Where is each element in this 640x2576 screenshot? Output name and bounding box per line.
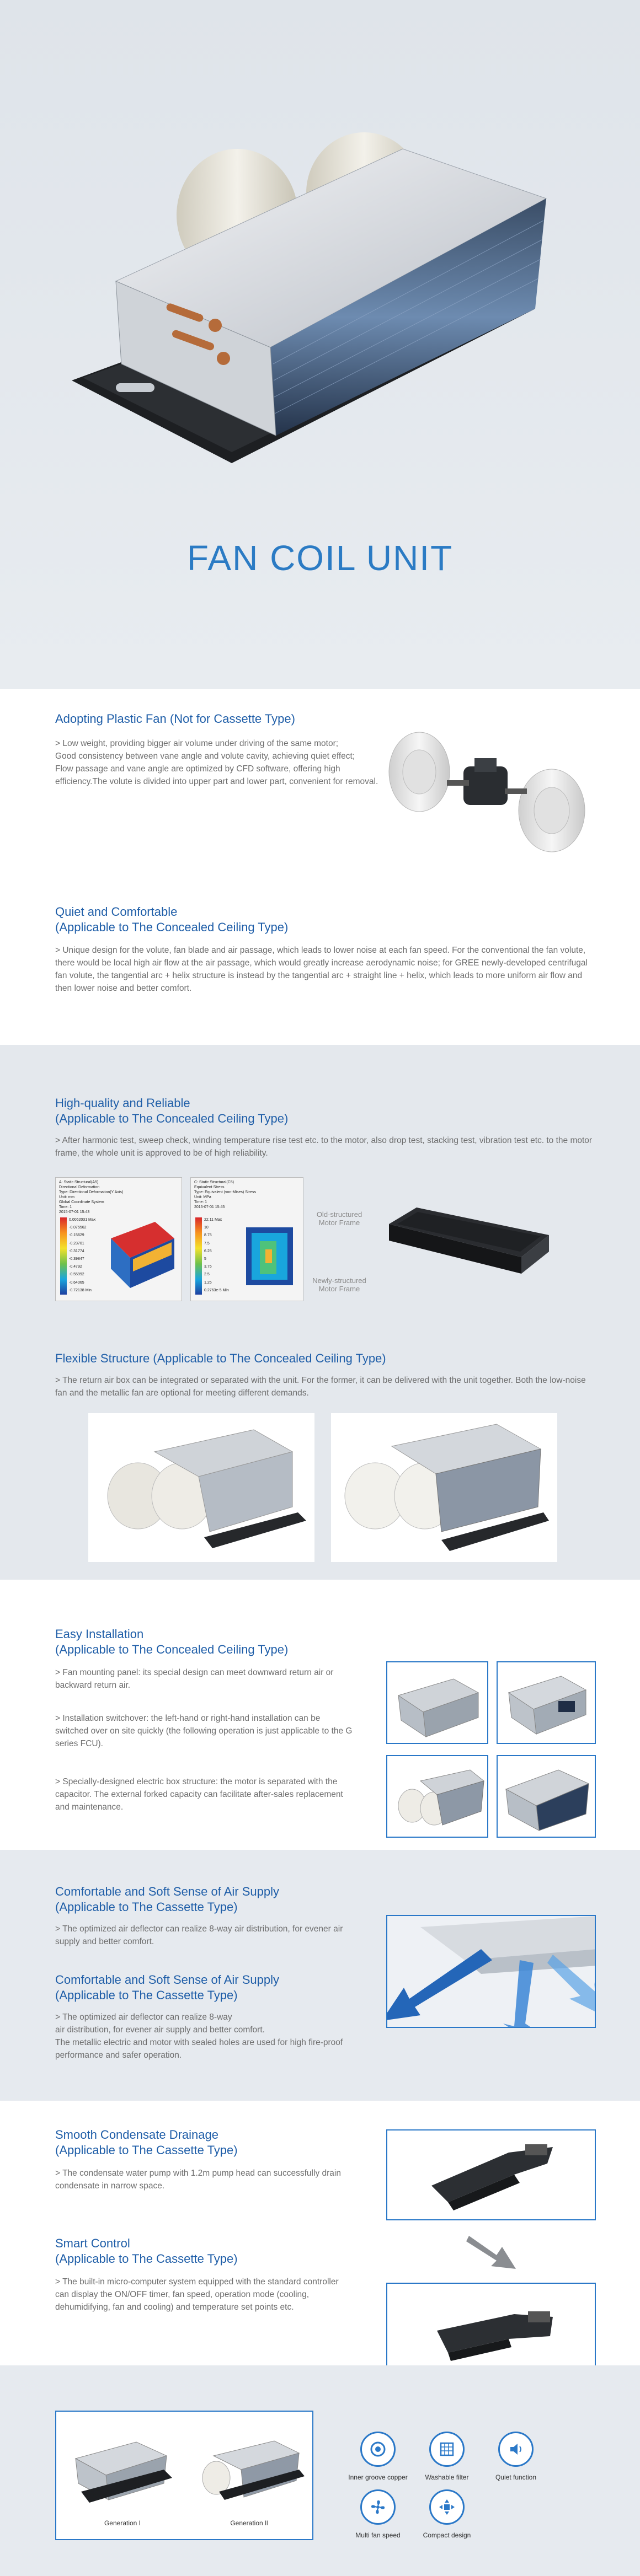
install-title-2: (Applicable to The Concealed Ceiling Type) bbox=[55, 1643, 289, 1656]
separated-unit-illustration bbox=[331, 1413, 557, 1562]
copper-tube-icon bbox=[360, 2432, 396, 2467]
install-photo-3 bbox=[386, 1755, 488, 1838]
fan-coil-unit-illustration bbox=[50, 127, 574, 469]
generations-card bbox=[55, 2411, 313, 2540]
air-flow-illustration bbox=[387, 1916, 596, 2028]
simulation-a-header: A: Static Structural(A5) Directional Deformation Type: Directional Deformation(Y Axis) Unit: mm Global Coordinate System Time: 1 2015-07-01 15:43 bbox=[59, 1180, 124, 1214]
air2-title-2: (Applicable to The Cassette Type) bbox=[55, 1988, 238, 2002]
fcu-photo-illustration bbox=[498, 1756, 596, 1838]
compact-icon bbox=[429, 2489, 465, 2525]
plastic-fan-title: Adopting Plastic Fan (Not for Cassette Type) bbox=[55, 712, 295, 726]
air1-title-1: Comfortable and Soft Sense of Air Supply bbox=[55, 1885, 280, 1898]
quality-body: > After harmonic test, sweep check, winding temperature rise test etc. to the motor, also drop test, stacking test, vibration test etc. to the motor frame, the whole unit is approved to be of high reliability. bbox=[55, 1136, 593, 1158]
install-p1: > Fan mounting panel: its special design can meet downward return air or backward return air. bbox=[55, 1668, 334, 1690]
scale-value: -0.31774 bbox=[69, 1249, 84, 1253]
simulation-a-values bbox=[69, 1216, 95, 1295]
scale-value: 0.2763e-5 Min bbox=[204, 1288, 229, 1292]
quiet-title-2: (Applicable to The Concealed Ceiling Type) bbox=[55, 920, 289, 934]
scale-value: 10 bbox=[204, 1226, 209, 1230]
scale-value: 22.11 Max bbox=[204, 1218, 222, 1222]
fan-speed-icon bbox=[360, 2489, 396, 2525]
drain-body: > The condensate water pump with 1.2m pump head can successfully drain condensate in narrow space. bbox=[55, 2169, 341, 2191]
scale-value: 8.75 bbox=[204, 1233, 212, 1238]
scale-value: -0.15629 bbox=[69, 1233, 84, 1238]
scale-value: -0.72138 Min bbox=[69, 1288, 92, 1292]
control-body: > The built-in micro-computer system equipped with the standard controller can display the ON/OFF timer, fan speed, operation mode (cooling, dehumidifying, fan and cooling) and temperature set points etc. bbox=[55, 2277, 339, 2312]
install-photo-1 bbox=[386, 1661, 488, 1744]
scale-value: -0.4792 bbox=[69, 1265, 82, 1269]
feature-label: Inner groove copper bbox=[348, 2473, 408, 2481]
plastic-fan-illustration bbox=[381, 728, 596, 855]
feature-label: Quiet function bbox=[495, 2473, 537, 2481]
air-deflector-image bbox=[386, 1915, 596, 2028]
pump-image-1 bbox=[386, 2129, 596, 2220]
generation-2-label: Generation II bbox=[230, 2519, 269, 2527]
feature-quiet-function bbox=[483, 2432, 549, 2481]
scale-value: 6.25 bbox=[204, 1249, 212, 1253]
scale-value: 1.25 bbox=[204, 1280, 212, 1285]
hero-title: FAN COIL UNIT bbox=[186, 538, 454, 578]
install-photo-4 bbox=[497, 1755, 596, 1838]
scale-value: -0.39847 bbox=[69, 1257, 84, 1262]
feature-multi-fan-speed bbox=[345, 2489, 411, 2539]
air2-title-1: Comfortable and Soft Sense of Air Supply bbox=[55, 1973, 280, 1987]
pump-illustration bbox=[387, 2130, 596, 2220]
filter-icon bbox=[429, 2432, 465, 2467]
drain-title-1: Smooth Condensate Drainage bbox=[55, 2128, 218, 2142]
simulation-b-header: C: Static Structural(C5) Equivalent Stress Type: Equivalent (von-Mises) Stress Unit: MPa Time: 1 2015-07-01 15:45 bbox=[194, 1180, 257, 1209]
pump-illustration bbox=[387, 2284, 596, 2374]
control-title-2: (Applicable to The Cassette Type) bbox=[55, 2252, 238, 2266]
air2-body: > The optimized air deflector can realize 8-way air distribution, for evener air supply and better comfort. The metallic electric and motor with sealed holes are used for high fire-proof performance and safer operation. bbox=[55, 2012, 343, 2060]
scale-value: -0.23701 bbox=[69, 1241, 84, 1246]
feature-label: Washable filter bbox=[425, 2473, 469, 2481]
scale-value: 0.0062031 Max bbox=[69, 1218, 96, 1222]
flexible-title: Flexible Structure (Applicable to The Concealed Ceiling Type) bbox=[55, 1351, 386, 1365]
quality-title-2: (Applicable to The Concealed Ceiling Type) bbox=[55, 1112, 289, 1125]
drain-title-2: (Applicable to The Cassette Type) bbox=[55, 2143, 238, 2157]
control-title-1: Smart Control bbox=[55, 2236, 130, 2250]
quiet-icon bbox=[498, 2432, 534, 2467]
old-frame-label: Old-structured Motor Frame bbox=[316, 1210, 362, 1227]
fcu-photo-illustration bbox=[387, 1662, 488, 1744]
plastic-fan-section bbox=[0, 689, 640, 1045]
scale-value: -0.64065 bbox=[69, 1280, 84, 1285]
integrated-unit-image bbox=[88, 1413, 314, 1562]
new-frame-label: Newly-structured Motor Frame bbox=[312, 1276, 366, 1293]
quiet-body: > Unique design for the volute, fan blade and air passage, which leads to lower noise at each fan speed. For the conventional the fan volute, there would be local high air flow at the air passage, which would greatly increase aerodynamic noise; for GREE newly-developed centrifugal fan volute, the tangential arc + helix structure is instead by the tangential arc + straight line + helix, which leads to more uniform air flow and then lower noise and better comfort. bbox=[55, 946, 588, 993]
feature-washable-filter bbox=[414, 2432, 480, 2481]
generation-1-label: Generation I bbox=[104, 2519, 141, 2527]
install-p2: > Installation switchover: the left-hand or right-hand installation can be switched over on site quickly (the following operation is just applicable to the G series FCU). bbox=[55, 1714, 353, 1748]
fcu-photo-illustration bbox=[387, 1756, 488, 1838]
fcu-photo-illustration bbox=[498, 1662, 596, 1744]
feature-label: Compact design bbox=[423, 2531, 471, 2539]
scale-value: -0.55992 bbox=[69, 1273, 84, 1277]
scale-value: -0.075562 bbox=[69, 1226, 87, 1230]
install-photo-2 bbox=[497, 1661, 596, 1744]
stress-model bbox=[238, 1219, 298, 1294]
drainage-section bbox=[0, 2101, 640, 2365]
flexible-body: > The return air box can be integrated or separated with the unit. For the former, it can be delivered with the unit together. Both the low-noise fan and the metallic fan are optional for meeting different demands. bbox=[55, 1376, 586, 1398]
generation-1-illustration bbox=[65, 2431, 180, 2508]
deformation-model bbox=[105, 1216, 177, 1294]
feature-compact-design bbox=[414, 2489, 480, 2539]
generations-section bbox=[0, 2365, 640, 2576]
quality-title-1: High-quality and Reliable bbox=[55, 1096, 190, 1110]
scale-value: 5 bbox=[204, 1257, 206, 1262]
hero-section bbox=[0, 0, 640, 689]
integrated-unit-illustration bbox=[88, 1413, 314, 1562]
quiet-title-1: Quiet and Comfortable bbox=[55, 905, 178, 919]
stress-simulation-image bbox=[190, 1177, 303, 1301]
deformation-simulation-image bbox=[55, 1177, 182, 1301]
motor-frame-illustration bbox=[383, 1202, 554, 1279]
generation-2-illustration bbox=[191, 2431, 307, 2508]
quality-section bbox=[0, 1045, 640, 1580]
install-title-1: Easy Installation bbox=[55, 1627, 144, 1641]
plastic-fan-body: > Low weight, providing bigger air volume under driving of the same motor; Good consistency between vane angle and volute cavity, achieving quiet effect; Flow passage and vane angle are optimized by CFD software, offering high efficiency.The volute is divided into upper part and lower part, convenient for removal. bbox=[55, 739, 378, 786]
air1-body: > The optimized air deflector can realize 8-way air distribution, for evener air supply and better comfort. bbox=[55, 1924, 343, 1946]
simulation-b-values bbox=[204, 1216, 229, 1295]
scale-value: 7.5 bbox=[204, 1241, 210, 1246]
installation-section bbox=[0, 1580, 640, 1850]
color-scale-bar bbox=[195, 1217, 202, 1295]
air1-title-2: (Applicable to The Cassette Type) bbox=[55, 1900, 238, 1914]
arrow-down-right-icon bbox=[463, 2230, 524, 2274]
air-supply-section bbox=[0, 1850, 640, 2101]
pump-image-2 bbox=[386, 2283, 596, 2374]
color-scale-bar bbox=[60, 1217, 67, 1295]
scale-value: 3.75 bbox=[204, 1265, 212, 1269]
scale-value: 2.5 bbox=[204, 1273, 210, 1277]
install-p3: > Specially-designed electric box structure: the motor is separated with the capacitor. The external forked capacity can facilitate after-sales replacement and maintenance. bbox=[55, 1777, 343, 1812]
feature-inner-groove-copper bbox=[345, 2432, 411, 2481]
separated-unit-image bbox=[331, 1413, 557, 1562]
feature-label: Multi fan speed bbox=[355, 2531, 401, 2539]
